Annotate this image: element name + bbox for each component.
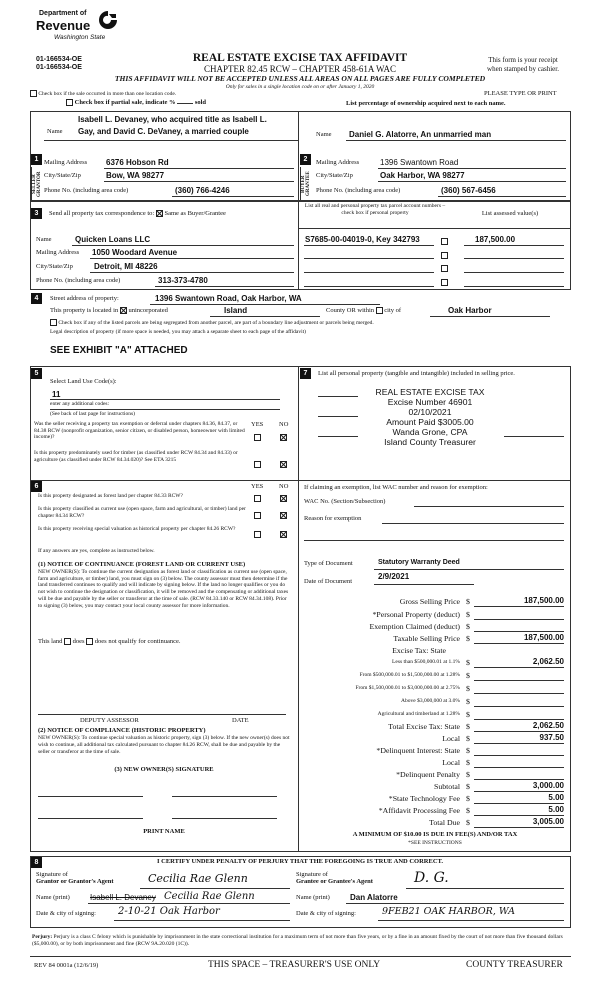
- located-label: This property is located in: [50, 307, 119, 314]
- tech-fee-label: *State Technology Fee: [388, 794, 460, 803]
- grantor-date-label: Date & city of signing:: [36, 910, 96, 917]
- total-state-value[interactable]: 2,062.50: [532, 721, 564, 730]
- section-6-badge: 6: [31, 481, 42, 492]
- grantee-signature[interactable]: D. G.: [414, 870, 449, 886]
- partial-sale-label: Check box if partial sale, indicate %: [74, 99, 176, 106]
- q5-exemption: Was the seller receiving a property tax exemption or deferral under chapters 84.36, 84.37, or 84.38 RCW (nonprofit organization, senior citizen, or disabled person, homeowner with limited income)?: [34, 421, 245, 441]
- if-yes-note: If any answers are yes, complete as instructed below.: [38, 548, 155, 554]
- corr-name[interactable]: Quicken Loans LLC: [75, 235, 151, 244]
- affidavit-fee-label: *Affidavit Processing Fee: [378, 806, 460, 815]
- see-back-label: (See back of last page for instructions): [50, 411, 135, 417]
- perjury-label: Perjury:: [32, 934, 53, 940]
- segregated-label: Check box if any of the listed parcels are being segregated from another parcel, are part of a boundary line adjustment or parcels being merged.: [58, 319, 374, 326]
- q6-historic-no[interactable]: [280, 529, 287, 538]
- only-sales-note: Only for sales in a single location code on or after January 1, 2020: [225, 84, 375, 90]
- deputy-date-label: DATE: [232, 717, 249, 724]
- segregated-row: [50, 319, 374, 326]
- exemption-label: If claiming an exemption, list WAC number and reason for exemption:: [304, 484, 488, 491]
- grantor-phone[interactable]: (360) 766-4246: [175, 186, 230, 195]
- q5-timber: Is this property predominately used for timber (as classified under RCW 84.34 and 84.33) or agriculture (as classified under RCW 84.34.020)? See ETA 3215: [34, 450, 238, 463]
- washington-logo-icon: [98, 10, 118, 32]
- partial-sale-checkbox[interactable]: [66, 99, 73, 106]
- doc-date[interactable]: 2/9/2021: [378, 572, 410, 581]
- taxable-currency: $: [466, 634, 470, 643]
- affidavit-fee-currency: $: [466, 806, 470, 815]
- land-use-code[interactable]: 11: [52, 390, 61, 399]
- see-instructions-note: *SEE INSTRUCTIONS: [408, 840, 462, 846]
- grantor-city-label: City/State/Zip: [44, 172, 81, 179]
- q6-current-use-yes[interactable]: [254, 510, 261, 519]
- grantee-city[interactable]: Oak Harbor, WA 98277: [380, 171, 465, 180]
- logo-line1: Department of: [39, 10, 87, 17]
- grantor-date-city[interactable]: 2-10-21 Oak Harbor: [118, 906, 220, 917]
- send-label: Send all property tax correspondence to:: [49, 210, 155, 217]
- land-use-label: Select Land Use Code(s):: [50, 378, 117, 385]
- grantee-name-label: Name: [316, 131, 332, 138]
- affidavit-fee-value[interactable]: 5.00: [548, 805, 564, 814]
- delinquent-state-currency: $: [466, 746, 470, 755]
- corr-phone-label: Phone No. (including area code): [36, 277, 121, 284]
- this-land-label: This land: [38, 638, 63, 645]
- new-owner-signature-label: (3) NEW OWNER(S) SIGNATURE: [114, 766, 214, 773]
- section-2-badge: 2: [300, 154, 311, 165]
- grantor-name-line1: Isabell L. Devaney, who acquired title as Isabell L.: [78, 115, 267, 124]
- tier1-currency: $: [466, 658, 470, 667]
- receipt-note-1: This form is your receipt: [488, 56, 558, 64]
- grantee-phone[interactable]: (360) 567-6456: [441, 186, 496, 195]
- sold-label: sold: [194, 99, 207, 106]
- section-8-box: [30, 856, 571, 928]
- logo: [36, 8, 116, 48]
- q6-current-use-no[interactable]: [280, 510, 287, 519]
- tier3-label: From $1,500,000.01 to $3,000,000.00 at 2.75%: [355, 685, 460, 691]
- corr-mailing-label: Mailing Address: [36, 249, 80, 256]
- form-subtitle: CHAPTER 82.45 RCW – CHAPTER 458-61A WAC: [204, 64, 396, 74]
- ref-number-1: 01-166534-OE: [36, 56, 82, 63]
- total-state-currency: $: [466, 722, 470, 731]
- assessed-header: List assessed value(s): [481, 210, 539, 217]
- q5-exemption-yes[interactable]: [254, 432, 261, 441]
- section-4-badge: 4: [31, 293, 42, 304]
- total-due-value[interactable]: 3,005.00: [532, 817, 564, 826]
- treasurer-use-only: THIS SPACE – TREASURER'S USE ONLY: [208, 960, 381, 970]
- does-not-label: does not qualify for continuance.: [94, 638, 181, 645]
- section-3-badge: 3: [31, 208, 42, 219]
- certify-statement: I CERTIFY UNDER PENALTY OF PERJURY THAT THE FOREGOING IS TRUE AND CORRECT.: [156, 858, 443, 865]
- legal-description-label: Legal description of property (if more space is needed, you may attach a separate sheet to each page of the affidavit): [50, 329, 306, 335]
- send-correspondence: [49, 210, 226, 217]
- q5-timber-yes[interactable]: [254, 459, 261, 468]
- grantee-sig-label-2: Grantee or Grantee's Agent: [296, 878, 373, 886]
- gross-currency: $: [466, 597, 470, 606]
- tier3-currency: $: [466, 684, 470, 693]
- grantee-mailing-label: Mailing Address: [316, 159, 360, 166]
- stamp-line-4: Amount Paid $3005.00: [386, 417, 474, 427]
- personal-deduct-label: *Personal Property (deduct): [372, 610, 460, 619]
- total-state-label: Total Excise Tax: State: [388, 722, 460, 731]
- percentage-note: List percentage of ownership acquired next to each name.: [346, 100, 506, 107]
- q5-timber-no[interactable]: [280, 459, 287, 468]
- q6-current-use: Is this property classified as current use (open space, farm and agricultural, or timber) land per chapter 84.34 RCW?: [38, 506, 246, 519]
- yes-header-6: YES: [251, 483, 264, 490]
- grantee-sig-label-1: Signature of: [296, 871, 328, 878]
- logo-line2: Revenue: [36, 18, 91, 33]
- reason-label: Reason for exemption: [304, 515, 362, 522]
- exhibit-text: SEE EXHIBIT "A" ATTACHED: [50, 345, 188, 356]
- total-due-label: Total Due: [429, 818, 460, 827]
- does-label: does: [72, 638, 85, 645]
- tier1-label: Less than $500,000.01 at 1.1%: [392, 659, 460, 665]
- no-header-5: NO: [279, 421, 289, 428]
- corr-phone[interactable]: 313-373-4780: [158, 276, 208, 285]
- city-of-label: city of: [384, 307, 402, 314]
- tech-fee-value[interactable]: 5.00: [548, 793, 564, 802]
- subtotal-label: Subtotal: [434, 782, 460, 791]
- form-title: REAL ESTATE EXCISE TAX AFFIDAVIT: [192, 52, 408, 64]
- grantor-city[interactable]: Bow, WA 98277: [106, 171, 165, 180]
- buyer-sidebar: BUYER GRANTEE: [300, 167, 310, 201]
- seller-sidebar: SELLER GRANTOR: [31, 167, 41, 201]
- ref-number-2: 01-166534-OE: [36, 64, 82, 71]
- local-value[interactable]: 937.50: [539, 733, 564, 742]
- same-as-buyer-label: Same as Buyer/Grantee: [164, 210, 226, 217]
- corr-city-label: City/State/Zip: [36, 263, 73, 270]
- same-as-buyer-checkbox[interactable]: [156, 210, 163, 217]
- delinquent-state-label: *Delinquent Interest: State: [376, 746, 460, 755]
- corr-name-label: Name: [36, 236, 52, 243]
- grantor-sig-label-2: Grantor or Grantor's Agent: [36, 878, 114, 886]
- delinquent-penalty-currency: $: [466, 770, 470, 779]
- q6-historic-yes[interactable]: [254, 529, 261, 538]
- grantee-sig-label: [296, 871, 373, 885]
- tier5-currency: $: [466, 710, 470, 719]
- q5-exemption-no[interactable]: [280, 432, 287, 441]
- grantor-mailing[interactable]: 6376 Hobson Rd: [106, 158, 169, 167]
- delinquent-local-label: Local: [442, 758, 460, 767]
- minimum-due-note: A MINIMUM OF $10.00 IS DUE IN FEE(S) AND/OR TAX: [352, 831, 518, 838]
- grantor-print-struck: Isabell L. Devaney: [90, 893, 156, 902]
- tier4-currency: $: [466, 697, 470, 706]
- doc-date-label: Date of Document: [304, 578, 353, 585]
- q6-forest-yes[interactable]: [254, 493, 261, 502]
- segregated-checkbox[interactable]: [50, 319, 57, 326]
- notice2-body: NEW OWNER(S): To continue special valuation as historic property, sign (3) below. If the new owner(s) does not wish to continue, all additional tax calculated pursuant to chapter 84.26 RCW, shall be due and payable by the seller or transferor at the time of sale.: [38, 735, 290, 755]
- multi-location-check[interactable]: [30, 90, 176, 97]
- city-of-checkbox[interactable]: [376, 307, 383, 314]
- section-5-badge: 5: [31, 368, 42, 379]
- stamp-line-1: REAL ESTATE EXCISE TAX: [375, 387, 485, 397]
- grantee-date-city[interactable]: 9FEB21 OAK HARBOR, WA: [382, 906, 516, 917]
- exemption-deduct-currency: $: [466, 622, 470, 631]
- doc-type[interactable]: Statutory Warranty Deed: [378, 559, 460, 566]
- grantee-print[interactable]: Dan Alatorre: [350, 893, 398, 902]
- subtotal-currency: $: [466, 782, 470, 791]
- does-qualify-checkbox[interactable]: [64, 638, 71, 645]
- grantee-name[interactable]: Daniel G. Alatorre, An unmarried man: [349, 130, 492, 139]
- warning-text: THIS AFFIDAVIT WILL NOT BE ACCEPTED UNLESS ALL AREAS ON ALL PAGES ARE FULLY COMPLETED: [114, 74, 486, 83]
- please-type: PLEASE TYPE OR PRINT: [484, 90, 557, 97]
- exemption-deduct-label: Exemption Claimed (deduct): [369, 622, 460, 631]
- excise-state-label: Excise Tax: State: [392, 646, 446, 655]
- stamp-line-3: 02/10/2021: [408, 407, 452, 417]
- print-name-label: PRINT NAME: [143, 828, 185, 835]
- additional-codes-label: enter any additional codes:: [50, 401, 110, 407]
- q6-forest: Is this property designated as forest land per chapter 84.33 RCW?: [38, 493, 183, 499]
- personal-property-checkbox-1[interactable]: [441, 236, 448, 245]
- grantor-signature[interactable]: Cecilia Rae Glenn: [148, 872, 248, 885]
- grantee-mailing[interactable]: 1396 Swantown Road: [380, 158, 459, 167]
- tier5-label: Agricultural and timberland at 1.28%: [377, 711, 460, 717]
- tier1-value[interactable]: 2,062.50: [532, 657, 564, 666]
- personal-property-label: List all personal property (tangible and intangible) included in selling price.: [318, 370, 515, 377]
- notice2-title: (2) NOTICE OF COMPLIANCE (HISTORIC PROPERTY): [38, 727, 206, 734]
- notice1-title: (1) NOTICE OF CONTINUANCE (FOREST LAND OR CURRENT USE): [38, 561, 246, 568]
- unincorporated-checkbox[interactable]: [120, 307, 127, 314]
- located-row: [50, 307, 168, 314]
- perjury-note: [32, 934, 570, 949]
- grantor-name-line2[interactable]: Gay, and David C. DeVaney, a married couple: [78, 127, 249, 136]
- grantor-name-label: Name: [47, 128, 63, 135]
- logo-line3: Washington State: [54, 34, 106, 41]
- grantee-date-label: Date & city of signing:: [296, 910, 356, 917]
- total-due-currency: $: [466, 818, 470, 827]
- personal-property-checkbox-3[interactable]: [441, 263, 448, 272]
- no-header-6: NO: [279, 483, 289, 490]
- taxable-value[interactable]: 187,500.00: [523, 633, 564, 642]
- personal-deduct-currency: $: [466, 610, 470, 619]
- tier2-label: From $500,000.01 to $1,500,000.00 at 1.28%: [359, 672, 460, 678]
- grantor-mailing-label: Mailing Address: [44, 159, 88, 166]
- assessed-1[interactable]: 187,500.00: [475, 235, 516, 244]
- doc-type-label: Type of Document: [304, 560, 353, 567]
- grantee-city-label: City/State/Zip: [316, 172, 353, 179]
- parcel-1[interactable]: S7685-00-04019-0, Key 342793: [305, 235, 420, 244]
- local-label: Local: [442, 734, 460, 743]
- taxable-label: Taxable Selling Price: [393, 634, 460, 643]
- street-address[interactable]: 1396 Swantown Road, Oak Harbor, WA: [155, 294, 302, 303]
- perjury-text: Perjury is a class C felony which is punishable by imprisonment in the state correctional institution for a maximum term of not more than five years, or by a fine in an amount fixed by the court of not more than five thousand dollars ($5,000.00), or by both imprisonment and fine (RCW 9A.20.020 (1C)).: [32, 934, 563, 948]
- corr-mailing[interactable]: 1050 Woodard Avenue: [92, 248, 178, 257]
- tier4-label: Above $3,000,000 at 3.0%: [401, 698, 460, 704]
- stamp-line-2: Excise Number 46901: [387, 397, 473, 407]
- does-not-qualify-checkbox[interactable]: [86, 638, 93, 645]
- multi-location-label: Check box if the sale occurred in more than one location code.: [38, 90, 177, 97]
- receipt-note-2: when stamped by cashier.: [487, 65, 559, 73]
- personal-property-checkbox-4[interactable]: [441, 277, 448, 286]
- unincorporated-label: unincorporated: [128, 307, 168, 314]
- tier2-currency: $: [466, 671, 470, 680]
- personal-property-checkbox-2[interactable]: [441, 250, 448, 259]
- grantor-sig-label: [36, 871, 114, 885]
- gross-label: Gross Selling Price: [399, 597, 460, 606]
- parcel-header: List all real and personal property tax parcel account numbers – check box if personal property: [304, 203, 446, 216]
- section-7-badge: 7: [300, 368, 311, 379]
- county-label: County OR within: [326, 307, 375, 314]
- county-value[interactable]: Island: [224, 306, 248, 315]
- notice1-body: NEW OWNER(S): To continue the current designation as forest land or classification as current use (open space, farm and agriculture, or timber) land, you must sign on (3) below. The county assessor must then determine if the land transferred continues to qualify and will indicate by signing below. If the land no longer qualifies or you do not wish to continue the designation or classification, it will be removed and the compensating or additional taxes will be due and payable by the seller or transferor at the time of sale. (RCW 84.33.140 or RCW 84.34.108). Prior to signing (3) below, you may contact your local county assessor for more information.: [38, 569, 289, 609]
- wac-label: WAC No. (Section/Subsection): [304, 498, 386, 505]
- stamp-line-5: Wanda Grone, CPA: [392, 427, 468, 437]
- section-1-badge: 1: [31, 154, 42, 165]
- grantor-phone-label: Phone No. (including area code): [44, 187, 129, 194]
- continuance-row: [38, 638, 181, 645]
- form-number: REV 84 0001a (12/6/19): [34, 962, 99, 969]
- street-label: Street address of property:: [50, 295, 119, 302]
- grantor-print-label: Name (print): [36, 894, 70, 901]
- grantor-print-hand[interactable]: Cecilia Rae Glenn: [164, 891, 255, 902]
- treasurer-stamp: [350, 387, 510, 447]
- partial-sale-check[interactable]: [66, 99, 206, 106]
- grantee-print-label: Name (print): [296, 894, 330, 901]
- county-row: [326, 307, 401, 314]
- q6-forest-no[interactable]: [280, 493, 287, 502]
- delinquent-local-currency: $: [466, 758, 470, 767]
- yes-header-5: YES: [251, 421, 264, 428]
- grantor-sig-label-1: Signature of: [36, 871, 68, 878]
- subtotal-value[interactable]: 3,000.00: [532, 781, 564, 790]
- delinquent-penalty-label: *Delinquent Penalty: [396, 770, 460, 779]
- section-8-badge: 8: [31, 857, 42, 868]
- grantee-phone-label: Phone No. (including area code): [316, 187, 401, 194]
- tech-fee-currency: $: [466, 794, 470, 803]
- local-currency: $: [466, 734, 470, 743]
- stamp-line-6: Island County Treasurer: [384, 437, 476, 447]
- corr-city[interactable]: Detroit, MI 48226: [94, 262, 158, 271]
- gross-value[interactable]: 187,500.00: [523, 596, 564, 605]
- q6-historic: Is this property receiving special valuation as historical property per chapter 84.26 RCW?: [38, 526, 236, 532]
- city-value[interactable]: Oak Harbor: [448, 306, 492, 315]
- county-treasurer-label: COUNTY TREASURER: [466, 960, 563, 970]
- multi-location-checkbox[interactable]: [30, 90, 37, 97]
- deputy-assessor-label: DEPUTY ASSESSOR: [80, 717, 139, 724]
